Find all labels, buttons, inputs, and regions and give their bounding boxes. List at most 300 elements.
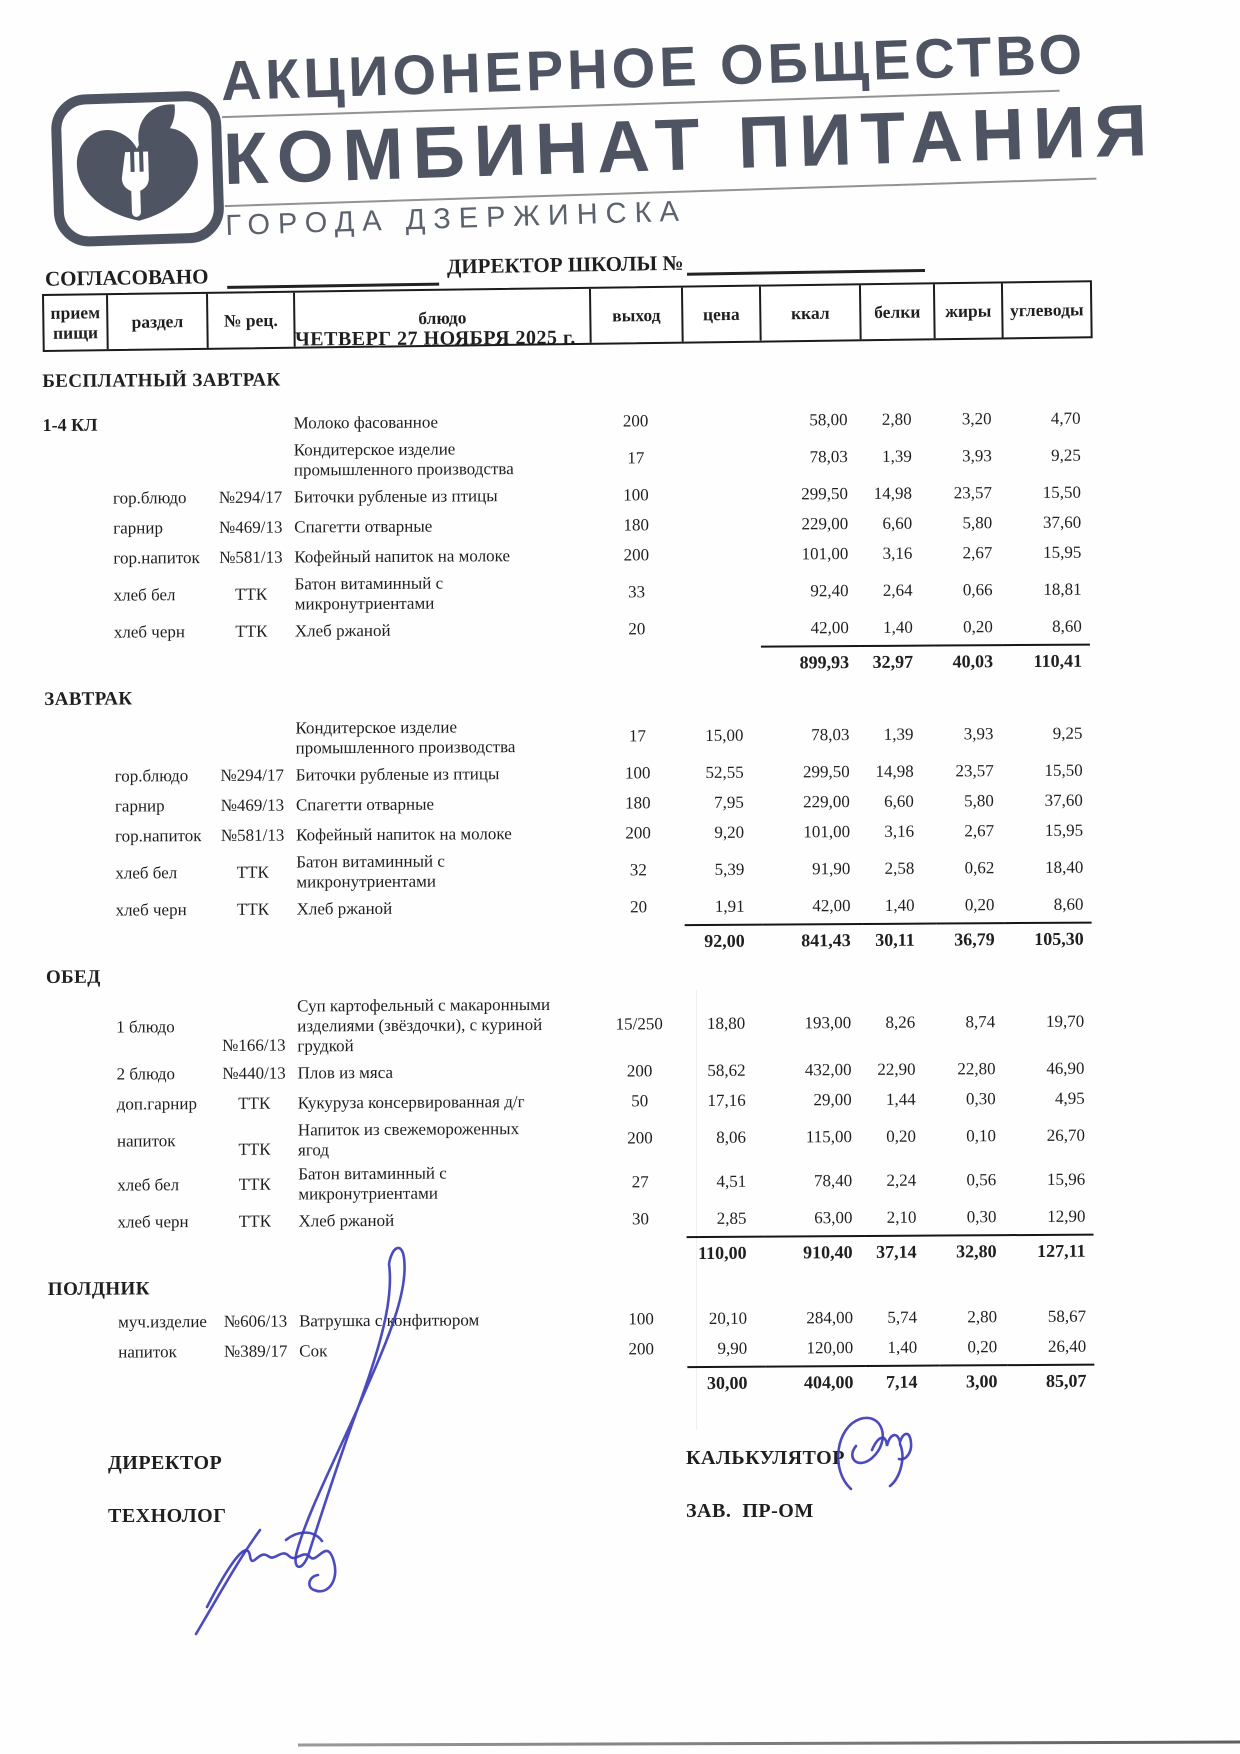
cell-fat: 8,74 (965, 1012, 996, 1032)
total-dish (299, 1237, 595, 1267)
cell-dish: Спагетти отварные (295, 794, 435, 815)
cell-out: 17 (628, 726, 647, 746)
cell-dish: Суп картофельный с макаронными изделиями (звёздочки), с куриной грудкой (297, 994, 551, 1056)
company-name-title: КОМБИНАТ ПИТАНИЯ (222, 89, 1158, 201)
agreed-label: СОГЛАСОВАНО (44, 264, 209, 291)
cell-kcal: 101,00 (801, 544, 849, 564)
cell-kcal: 91,90 (811, 859, 851, 879)
cell-rec: №294/17 (218, 487, 283, 507)
cell-kcal: 42,00 (810, 618, 849, 638)
total-dish (297, 925, 593, 955)
cell-dish: Кофейный напиток на молоке (294, 546, 511, 567)
cell-out: 15/250 (615, 1014, 663, 1034)
section-title: ЗАВТРАК (44, 688, 133, 710)
cell-carbs: 18,40 (1044, 857, 1084, 877)
total-protein: 32,97 (861, 645, 935, 673)
cell-carbs: 9,25 (1052, 723, 1083, 743)
cell-fat: 0,10 (966, 1126, 996, 1146)
cell-meal (45, 854, 109, 894)
cell-razdel: 1 блюдо (116, 1017, 175, 1037)
masthead (46, 22, 1201, 246)
cell-out: 180 (623, 515, 650, 535)
cell-rec: №294/17 (220, 765, 284, 785)
cell-fat: 3,93 (961, 446, 992, 466)
cell-carbs: 18,81 (1043, 579, 1082, 599)
cell-carbs: 19,70 (1045, 1011, 1085, 1031)
cell-price: 15,00 (705, 725, 744, 745)
cell-dish: Напиток из свежемороженных ягод (297, 1119, 520, 1160)
col-header-output: выход (591, 288, 684, 343)
cell-price: 58,62 (707, 1060, 746, 1080)
cell-price: 2,85 (716, 1208, 747, 1228)
cell-kcal: 115,00 (805, 1127, 853, 1147)
total-out (595, 1236, 687, 1265)
menu-row (45, 817, 1091, 851)
cell-out: 100 (624, 763, 651, 783)
total-meal (48, 1240, 112, 1268)
cell-dish: Батон витаминный с микронутриентами (294, 573, 444, 614)
cell-price (682, 512, 760, 538)
menu-row (47, 1115, 1093, 1163)
total-kcal: 841,43 (763, 923, 863, 952)
cell-kcal: 193,00 (804, 1013, 852, 1033)
cell-dish: Хлеб ржаной (298, 1210, 395, 1231)
section-totals (44, 643, 1090, 679)
cell-price: 52,55 (705, 762, 744, 782)
total-meal (46, 928, 110, 956)
col-header-recipe: № рец. (208, 293, 296, 348)
technologist-signature (196, 1530, 335, 1634)
total-razdel (108, 649, 208, 678)
cell-razdel: хлеб бел (117, 1175, 180, 1195)
cell-dish: Плов из мяса (297, 1062, 394, 1083)
cell-kcal: 299,50 (802, 762, 850, 782)
cell-carbs: 58,67 (1047, 1306, 1087, 1326)
total-dish (295, 647, 591, 677)
cell-price: 18,80 (706, 1013, 746, 1033)
cell-fat: 0,56 (966, 1170, 997, 1190)
cell-kcal: 229,00 (801, 514, 849, 534)
cell-protein: 14,98 (875, 761, 914, 781)
menu-row (45, 787, 1091, 821)
cell-fat: 0,30 (965, 1089, 996, 1109)
cell-protein: 2,10 (886, 1207, 917, 1227)
scan-fold-line (696, 990, 697, 1430)
cell-kcal: 120,00 (806, 1338, 854, 1358)
section-totals (46, 921, 1092, 957)
cell-meal (44, 720, 108, 760)
cell-rec: ТТК (236, 899, 270, 919)
cell-fat: 2,67 (964, 821, 995, 841)
cell-out: 30 (631, 1209, 649, 1229)
cell-carbs: 8,60 (1052, 616, 1082, 636)
cell-fat: 0,66 (962, 580, 993, 600)
section-totals (48, 1233, 1094, 1269)
cell-protein: 1,39 (881, 446, 912, 466)
cell-protein: 2,24 (886, 1170, 917, 1190)
cell-meal (44, 620, 108, 646)
director-label: ДИРЕКТОР (108, 1452, 223, 1474)
menu-row (43, 479, 1089, 513)
cell-out: 20 (629, 897, 648, 917)
col-header-fat: жиры (935, 283, 1004, 338)
total-razdel (112, 1239, 212, 1268)
total-kcal: 899,93 (761, 645, 861, 674)
cell-price (681, 408, 759, 434)
total-rec (208, 648, 295, 677)
cell-protein: 1,40 (883, 617, 913, 637)
cell-dish: Хлеб ржаной (294, 620, 391, 641)
col-header-dish: блюдо (295, 289, 592, 347)
cell-kcal: 92,40 (810, 581, 849, 601)
menu-row (43, 509, 1089, 543)
cell-meal (43, 516, 107, 542)
total-protein: 7,14 (865, 1365, 939, 1393)
cell-carbs: 8,60 (1053, 894, 1084, 914)
menu-section (46, 961, 1094, 1269)
total-carbs: 110,41 (1003, 644, 1090, 673)
col-header-meal: прием пищи (44, 295, 109, 350)
total-price: 30,00 (687, 1366, 765, 1394)
cell-fat: 5,80 (962, 513, 993, 533)
cell-protein: 22,90 (877, 1059, 916, 1079)
cell-razdel (106, 411, 206, 438)
cell-meal (43, 546, 107, 572)
col-header-kcal: ккал (761, 285, 862, 340)
col-header-razdel: раздел (108, 294, 209, 349)
total-carbs: 105,30 (1005, 922, 1092, 951)
cell-razdel: напиток (118, 1342, 177, 1362)
menu-row (48, 1303, 1094, 1337)
calculator-label: КАЛЬКУЛЯТОР (686, 1447, 845, 1469)
cell-carbs: 46,90 (1046, 1058, 1085, 1078)
cell-dish: Батон витаминный с микронутриентами (296, 851, 445, 892)
col-header-protein: белки (861, 284, 936, 339)
cell-protein: 6,60 (884, 791, 914, 811)
cell-rec: №389/17 (223, 1341, 288, 1361)
cell-fat: 3,20 (961, 409, 992, 429)
cell-carbs: 12,90 (1047, 1206, 1086, 1226)
cell-price: 5,39 (714, 859, 745, 879)
menu-row (43, 435, 1089, 483)
cell-razdel: доп.гарнир (116, 1094, 198, 1114)
col-header-price: цена (683, 287, 762, 342)
cell-razdel: напиток (116, 1131, 176, 1151)
cell-meal (47, 1122, 111, 1162)
menu-row (46, 991, 1092, 1059)
cell-protein: 6,60 (882, 513, 913, 533)
cell-kcal: 78,40 (813, 1171, 853, 1191)
cell-meal (47, 1166, 111, 1206)
cell-price: 9,90 (717, 1338, 748, 1358)
cell-razdel: муч.изделие (118, 1312, 208, 1332)
cell-price: 1,91 (714, 896, 745, 916)
cell-out: 200 (625, 823, 651, 843)
cell-fat: 0,30 (966, 1207, 997, 1227)
cell-protein: 3,16 (882, 543, 913, 563)
total-out (591, 646, 683, 675)
cell-out: 200 (627, 1128, 653, 1148)
cell-razdel: гор.напиток (115, 826, 202, 846)
cell-fat: 2,80 (967, 1307, 998, 1327)
cell-meal (48, 1340, 112, 1366)
cell-carbs: 26,70 (1046, 1125, 1085, 1145)
cell-protein: 5,74 (887, 1307, 918, 1327)
cell-kcal: 432,00 (804, 1060, 852, 1080)
total-meal (48, 1370, 112, 1398)
menu-section (48, 1273, 1095, 1399)
cell-razdel: гарнир (113, 518, 163, 538)
section-totals (48, 1363, 1094, 1399)
cell-dish: Сок (299, 1341, 328, 1361)
cell-rec: ТТК (238, 1093, 271, 1113)
total-fat: 40,03 (935, 644, 1003, 672)
cell-razdel: гор.блюдо (112, 488, 187, 508)
total-protein: 30,11 (863, 923, 937, 951)
cell-fat: 3,93 (963, 724, 994, 744)
cell-protein: 2,80 (881, 409, 912, 429)
total-out (593, 924, 685, 953)
total-protein: 37,14 (865, 1235, 939, 1263)
cell-protein: 1,44 (885, 1089, 916, 1109)
total-fat: 36,79 (937, 922, 1005, 950)
cell-dish: Батон витаминный с микронутриентами (298, 1163, 447, 1204)
menu-section (42, 365, 1090, 679)
cell-price (682, 482, 760, 508)
cell-dish: Кондитерское изделие промышленного производства (293, 439, 514, 480)
cell-meal (45, 898, 109, 924)
cell-kcal: 78,03 (809, 447, 848, 467)
cell-fat: 23,57 (953, 483, 993, 503)
apple-fork-logo-icon (49, 89, 226, 248)
cell-rec: ТТК (238, 1174, 271, 1194)
cell-fat: 23,57 (955, 761, 994, 781)
menu-row (44, 713, 1090, 761)
cell-out: 32 (629, 860, 647, 880)
cell-rec: №469/13 (220, 795, 285, 815)
cell-razdel (108, 719, 208, 760)
signature-blank-line (227, 261, 439, 289)
menu-row (44, 613, 1090, 647)
cell-protein: 1,40 (884, 895, 915, 915)
cell-kcal: 284,00 (806, 1308, 854, 1328)
cell-rec: ТТК (236, 862, 269, 882)
cell-dish: Биточки рубленые из птицы (293, 486, 498, 507)
scan-edge-line (298, 1741, 1240, 1746)
cell-razdel: хлеб черн (115, 900, 187, 920)
menu-row (43, 569, 1089, 617)
cell-carbs: 15,50 (1044, 760, 1083, 780)
cell-kcal: 299,50 (801, 484, 849, 504)
col-header-carbs: углеводы (1009, 299, 1084, 321)
cell-carbs: 15,50 (1042, 482, 1082, 502)
cell-price: 20,10 (708, 1308, 748, 1328)
cell-razdel: гор.блюдо (114, 766, 189, 786)
cell-meal (47, 1092, 111, 1118)
total-fat: 32,80 (939, 1234, 1007, 1262)
cell-dish: Кофейный напиток на молоке (296, 824, 512, 845)
menu-row (47, 1203, 1093, 1237)
total-price: 92,00 (685, 924, 763, 952)
cell-carbs: 15,96 (1046, 1169, 1086, 1189)
total-carbs: 85,07 (1007, 1364, 1094, 1393)
total-rec (210, 926, 297, 955)
total-razdel (112, 1369, 212, 1398)
cell-carbs: 4,95 (1054, 1088, 1085, 1108)
cell-meal (47, 1210, 111, 1236)
cell-carbs: 15,95 (1044, 820, 1084, 840)
cell-meal (45, 764, 109, 790)
cell-carbs: 9,25 (1050, 445, 1081, 465)
cell-price (682, 542, 760, 568)
cell-razdel: хлеб черн (117, 1212, 189, 1232)
section-title: ОБЕД (45, 966, 101, 988)
cell-out: 200 (628, 1339, 655, 1359)
cell-fat: 5,80 (964, 791, 994, 811)
cell-dish: Спагетти отварные (294, 516, 433, 537)
cell-carbs: 37,60 (1042, 512, 1082, 532)
cell-razdel: гор.напиток (113, 548, 200, 568)
cell-kcal: 229,00 (803, 792, 850, 812)
total-meal (44, 650, 108, 678)
zav-prom-label: ЗАВ. ПР-ОМ (686, 1500, 814, 1522)
cell-carbs: 37,60 (1044, 790, 1083, 810)
cell-fat: 22,80 (957, 1059, 996, 1079)
cell-out: 20 (628, 619, 646, 639)
cell-price (682, 572, 760, 612)
cell-dish: Молоко фасованное (293, 412, 439, 433)
section-title: БЕСПЛАТНЫЙ ЗАВТРАК (42, 369, 281, 392)
cell-out: 200 (622, 411, 649, 431)
cell-price: 7,95 (714, 792, 744, 812)
total-kcal: 404,00 (765, 1365, 865, 1394)
company-city-title: ГОРОДА ДЗЕРЖИНСКА (224, 195, 688, 243)
cell-price: 17,16 (707, 1090, 746, 1110)
cell-meal (44, 576, 108, 616)
cell-kcal: 29,00 (813, 1090, 852, 1110)
cell-price (683, 616, 761, 642)
cell-meal (46, 998, 110, 1058)
cell-dish: Кондитерское изделие промышленного производства (295, 717, 516, 758)
cell-protein: 14,98 (873, 483, 913, 503)
cell-razdel: гарнир (114, 796, 165, 816)
menu-row (45, 847, 1091, 895)
cell-rec (207, 440, 294, 481)
cell-meal (43, 486, 107, 512)
cell-meal (46, 1062, 110, 1088)
cell-kcal: 63,00 (814, 1208, 853, 1228)
total-dish (299, 1367, 595, 1397)
section-title: ПОЛДНИК (47, 1278, 150, 1300)
technologist-label: ТЕХНОЛОГ (108, 1505, 227, 1527)
company-type-title: АКЦИОНЕРНОЕ ОБЩЕСТВО (219, 21, 1087, 113)
cell-meal: 1-4 КЛ (42, 414, 98, 435)
cell-kcal: 58,00 (809, 410, 848, 430)
cell-kcal: 78,03 (811, 725, 850, 745)
menu-row (45, 757, 1091, 791)
cell-dish: Ватрушка с конфитюром (299, 1310, 480, 1331)
cell-fat: 2,67 (962, 543, 993, 563)
cell-dish: Биточки рубленые из птицы (295, 764, 500, 785)
cell-razdel: хлеб бел (115, 863, 178, 883)
menu-row (47, 1085, 1093, 1119)
cell-fat: 0,62 (964, 858, 995, 878)
cell-price: 9,20 (714, 822, 745, 842)
cell-out: 100 (623, 485, 649, 505)
cell-rec: ТТК (234, 584, 268, 604)
cell-rec: №440/13 (222, 1063, 286, 1083)
cell-carbs: 26,40 (1047, 1336, 1087, 1356)
cell-out: 200 (623, 545, 650, 565)
cell-protein: 2,58 (884, 858, 915, 878)
total-razdel (110, 927, 210, 956)
cell-protein: 0,20 (886, 1126, 916, 1146)
menu-row (47, 1159, 1093, 1207)
calculator-signature (838, 1418, 911, 1489)
cell-price: 8,06 (716, 1127, 747, 1147)
cell-dish: Кукуруза консервированная д/г (297, 1092, 525, 1113)
cell-fat: 0,20 (967, 1337, 998, 1357)
cell-fat: 0,20 (963, 617, 993, 637)
menu-row (42, 405, 1088, 439)
cell-out: 17 (627, 448, 645, 468)
cell-protein: 3,16 (884, 821, 915, 841)
cell-razdel: хлеб бел (113, 585, 176, 605)
total-price: 110,00 (687, 1236, 765, 1264)
total-price (683, 646, 761, 674)
cell-out: 50 (631, 1091, 649, 1111)
cell-kcal: 42,00 (812, 896, 851, 916)
cell-carbs: 15,95 (1043, 542, 1082, 562)
cell-rec: ТТК (238, 1139, 271, 1159)
cell-price: 4,51 (716, 1171, 747, 1191)
total-out (595, 1366, 687, 1395)
total-fat: 3,00 (939, 1364, 1007, 1392)
cell-out: 200 (626, 1061, 653, 1081)
cell-out: 33 (628, 582, 646, 602)
menu-body (42, 324, 1095, 1409)
cell-out: 180 (625, 793, 651, 813)
cell-razdel (107, 441, 207, 482)
cell-dish: Хлеб ржаной (296, 898, 393, 919)
cell-protein: 1,40 (887, 1337, 918, 1357)
cell-rec: №166/13 (222, 1035, 286, 1055)
cell-fat: 0,20 (964, 895, 995, 915)
menu-section (44, 683, 1092, 957)
total-rec (212, 1238, 299, 1267)
menu-date-title: ЧЕТВЕРГ 27 НОЯБРЯ 2025 г. (294, 326, 576, 351)
cell-meal (45, 824, 109, 850)
menu-row (43, 539, 1089, 573)
cell-kcal: 101,00 (803, 822, 851, 842)
cell-rec: №469/13 (218, 517, 283, 537)
school-director-label: ДИРЕКТОР ШКОЛЫ № (446, 250, 684, 279)
cell-razdel: хлеб черн (113, 622, 186, 642)
cell-rec: ТТК (238, 1211, 272, 1231)
cell-price (682, 438, 760, 478)
total-rec (212, 1368, 299, 1397)
cell-out: 100 (628, 1309, 654, 1329)
cell-rec: №581/13 (219, 547, 283, 567)
cell-meal (43, 442, 107, 482)
cell-meal (48, 1310, 112, 1336)
total-kcal: 910,40 (765, 1235, 865, 1264)
cell-protein: 2,64 (882, 580, 913, 600)
cell-carbs: 4,70 (1050, 408, 1081, 428)
cell-rec (208, 718, 295, 759)
cell-razdel: 2 блюдо (116, 1064, 176, 1084)
cell-rec: №581/13 (220, 825, 285, 845)
